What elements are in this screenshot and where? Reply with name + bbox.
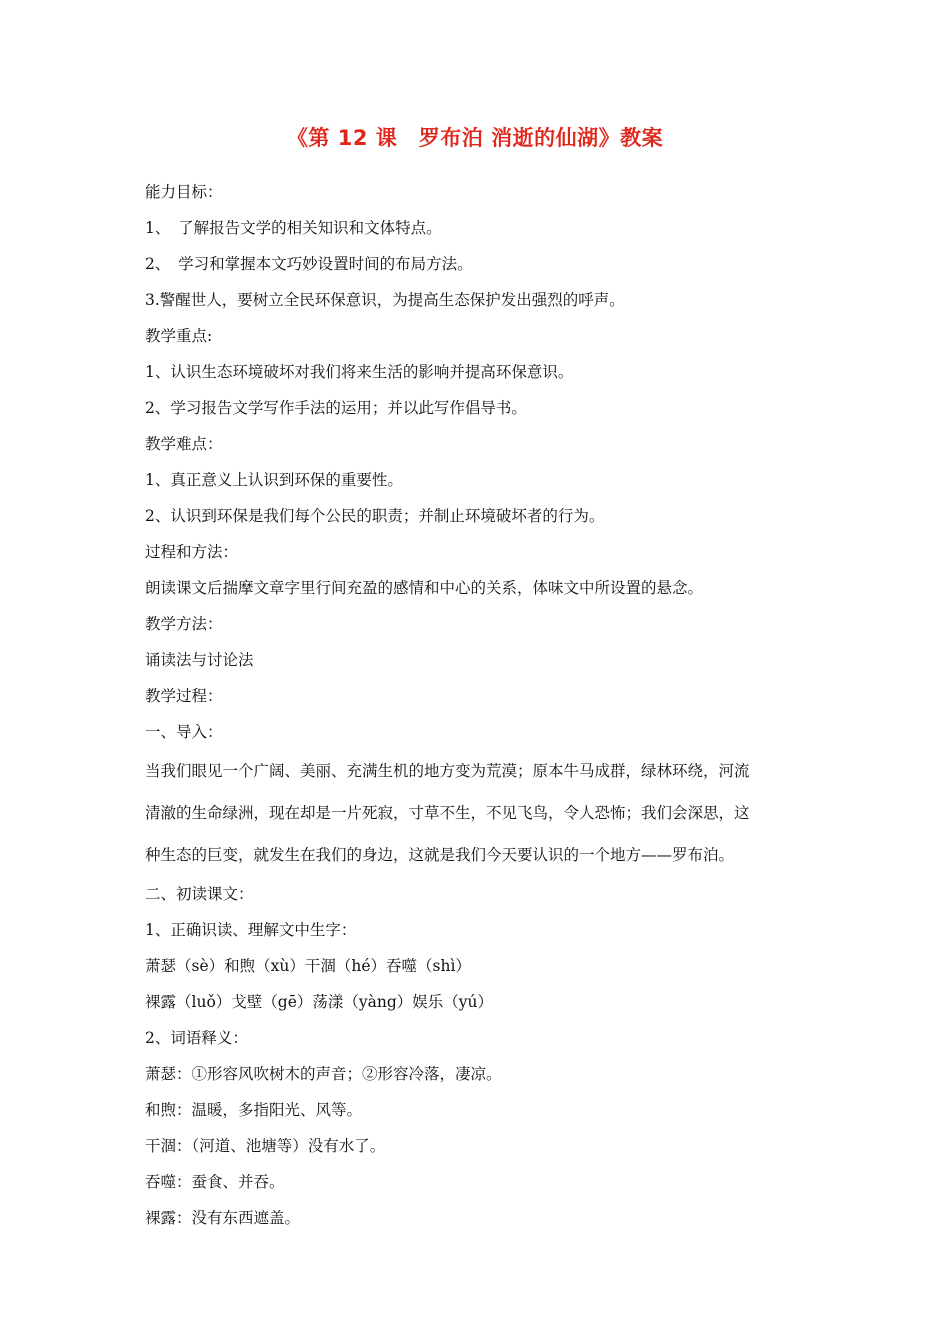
definition-line: 吞噬：蚕食、并吞。 xyxy=(145,1173,285,1191)
body-line: 1、 了解报告文学的相关知识和文体特点。 xyxy=(145,219,442,237)
intro-paragraph xyxy=(145,750,815,876)
definition-line: 干涸：（河道、池塘等）没有水了。 xyxy=(145,1137,386,1155)
document-title: 《第 12 课 罗布泊 消逝的仙湖》教案 xyxy=(286,126,664,150)
pinyin-line: 萧瑟（sè）和煦（xù）干涸（hé）吞噬（shì） xyxy=(145,957,471,975)
body-line: 1、真正意义上认识到环保的重要性。 xyxy=(145,471,403,489)
body-line: 诵读法与讨论法 xyxy=(145,651,254,669)
document-body xyxy=(145,174,815,1236)
body-line: 2、词语释义： xyxy=(145,1029,248,1047)
section-heading-teaching-methods: 教学方法： xyxy=(145,615,223,633)
definition-line: 和煦：温暖，多指阳光、风等。 xyxy=(145,1101,363,1119)
section-heading-process-methods: 过程和方法： xyxy=(145,543,239,561)
paragraph-line: 当我们眼见一个广阔、美丽、充满生机的地方变为荒漠；原本牛马成群，绿林环绕，河流 xyxy=(145,762,750,780)
section-heading-teaching-process: 教学过程： xyxy=(145,687,223,705)
body-line: 3.警醒世人，要树立全民环保意识，为提高生态保护发出强烈的呼声。 xyxy=(145,291,625,309)
body-line: 1、正确识读、理解文中生字： xyxy=(145,921,357,939)
body-line: 朗读课文后揣摩文章字里行间充盈的感情和中心的关系，体味文中所设置的悬念。 xyxy=(145,579,704,597)
sub-heading-first-reading: 二、初读课文： xyxy=(145,885,254,903)
definition-line: 萧瑟：①形容风吹树木的声音；②形容冷落，凄凉。 xyxy=(145,1065,502,1083)
definition-line: 裸露：没有东西遮盖。 xyxy=(145,1209,301,1227)
body-line: 2、学习报告文学写作手法的运用；并以此写作倡导书。 xyxy=(145,399,527,417)
section-heading-key-points: 教学重点: xyxy=(145,327,213,345)
body-line: 2、认识到环保是我们每个公民的职责；并制止环境破坏者的行为。 xyxy=(145,507,605,525)
paragraph-line: 种生态的巨变，就发生在我们的身边，这就是我们今天要认识的一个地方——罗布泊。 xyxy=(145,846,735,864)
section-heading-ability-goals: 能力目标： xyxy=(145,183,223,201)
section-heading-difficulties: 教学难点： xyxy=(145,435,223,453)
body-line: 2、 学习和掌握本文巧妙设置时间的布局方法。 xyxy=(145,255,473,273)
pinyin-line: 裸露（luǒ）戈壁（gē）荡漾（yàng）娱乐（yú） xyxy=(145,993,494,1011)
sub-heading-introduction: 一、导入： xyxy=(145,723,223,741)
paragraph-line: 清澈的生命绿洲，现在却是一片死寂，寸草不生，不见飞鸟，令人恐怖；我们会深思，这 xyxy=(145,804,750,822)
body-line: 1、认识生态环境破坏对我们将来生活的影响并提高环保意识。 xyxy=(145,363,574,381)
